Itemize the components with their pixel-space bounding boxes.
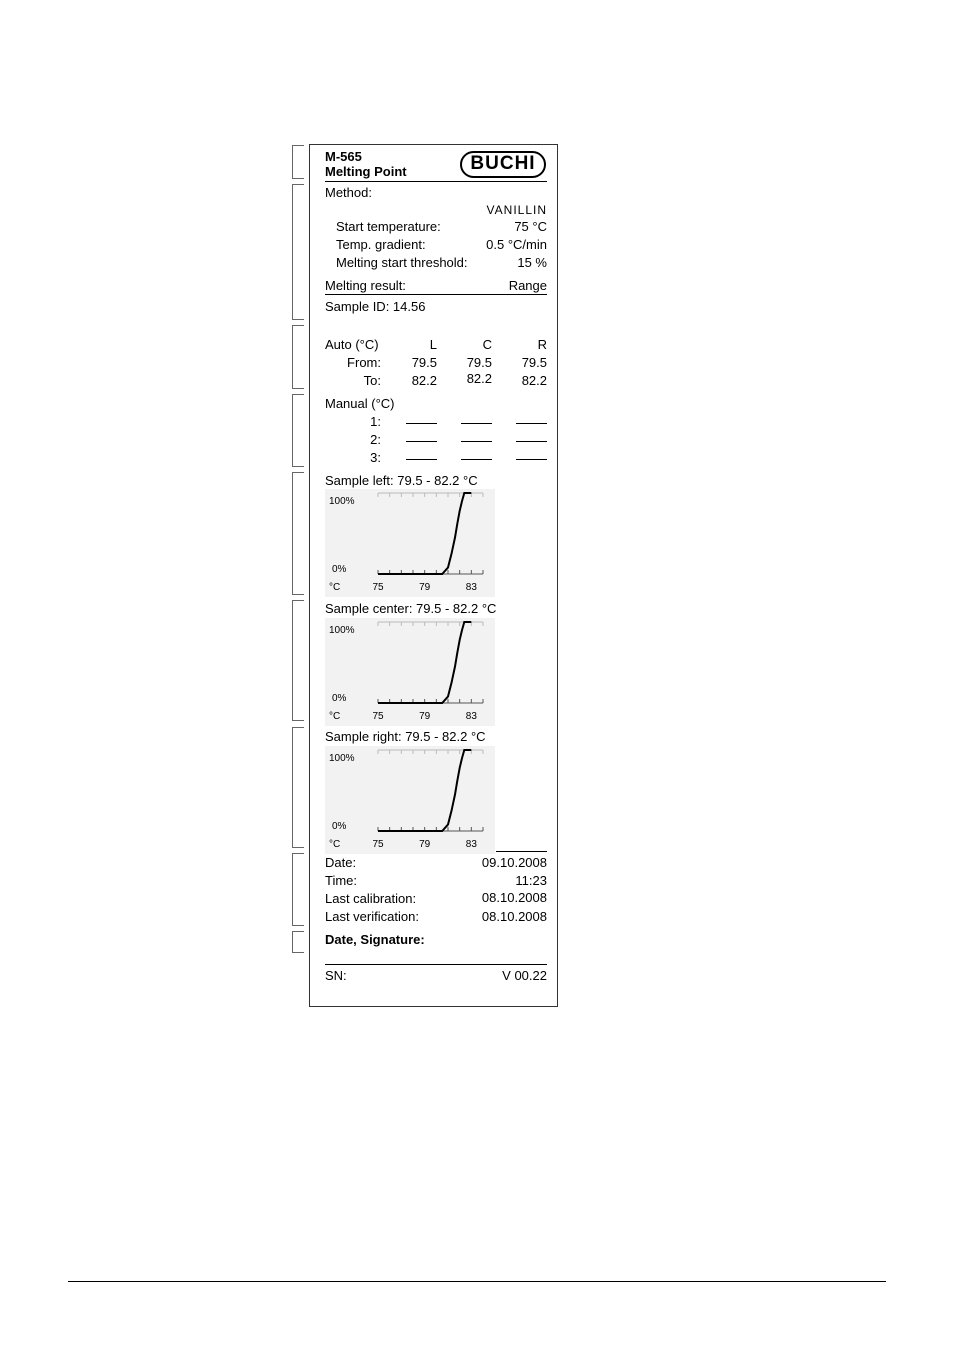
x-tick-label: 79: [419, 582, 431, 593]
model-name: M-565: [325, 149, 362, 164]
auto-col-r: R: [537, 337, 547, 352]
start-temp-label: Start temperature:: [336, 219, 441, 234]
signature-label: Date, Signature:: [325, 932, 425, 947]
melting-curve-svg: [325, 618, 495, 726]
info-top-divider: [496, 851, 547, 852]
manual-row-1: 1:: [370, 414, 381, 429]
x-tick-label: 79: [419, 839, 431, 850]
manual-row-3: 3:: [370, 450, 381, 465]
date-label: Date:: [325, 855, 357, 870]
sample-center-chart: [325, 618, 495, 726]
verification-value: 08.10.2008: [481, 909, 547, 924]
date-value: 09.10.2008: [481, 855, 547, 870]
auto-from-r: 79.5: [521, 355, 547, 370]
gradient-value: 0.5 °C/min: [486, 237, 547, 252]
sample-id: Sample ID: 14.56: [325, 299, 426, 314]
method-name: VANILLIN: [486, 203, 547, 217]
calibration-value: 08.10.2008: [481, 890, 547, 905]
result-divider: [325, 294, 547, 295]
manual-blank: [406, 423, 437, 424]
x-tick-label: 75: [372, 711, 384, 722]
manual-label: Manual (°C): [325, 396, 395, 411]
auto-to-r: 82.2: [521, 373, 547, 388]
bracket-auto: [292, 325, 304, 389]
result-value: Range: [508, 278, 547, 293]
x-tick-label: 83: [465, 839, 477, 850]
result-label: Melting result:: [325, 278, 406, 293]
x-tick-label: 79: [419, 711, 431, 722]
y-tick-label: 100%: [329, 625, 355, 636]
start-temp-value: 75 °C: [514, 219, 547, 234]
manual-blank: [461, 441, 492, 442]
auto-from-c: 79.5: [466, 355, 492, 370]
bracket-sample-right: [292, 727, 304, 848]
printout-receipt: [309, 144, 558, 1007]
auto-col-l: L: [429, 337, 437, 352]
auto-to-l: 82.2: [411, 373, 437, 388]
sample-left-chart: [325, 489, 495, 597]
manual-blank: [461, 459, 492, 460]
signature-line: [325, 964, 547, 965]
sample-right-chart: [325, 746, 495, 854]
auto-from-label: From:: [347, 355, 381, 370]
sample-center-title: Sample center: 79.5 - 82.2 °C: [325, 601, 497, 616]
x-unit-label: °C: [329, 839, 341, 850]
auto-col-c: C: [482, 337, 492, 352]
auto-from-l: 79.5: [411, 355, 437, 370]
threshold-label: Melting start threshold:: [336, 255, 468, 270]
time-label: Time:: [325, 873, 358, 888]
serial-number-label: SN:: [325, 968, 347, 983]
verification-label: Last verification:: [325, 909, 419, 924]
manual-row-2: 2:: [370, 432, 381, 447]
manual-blank: [406, 441, 437, 442]
melting-curve-svg: [325, 489, 495, 597]
gradient-label: Temp. gradient:: [336, 237, 426, 252]
bracket-manual: [292, 394, 304, 467]
manual-blank: [516, 459, 547, 460]
manual-blank: [406, 459, 437, 460]
sample-right-title: Sample right: 79.5 - 82.2 °C: [325, 729, 486, 744]
time-value: 11:23: [515, 873, 547, 888]
manual-blank: [516, 423, 547, 424]
buchi-logo: BUCHI: [460, 151, 546, 178]
manual-blank: [461, 423, 492, 424]
bracket-signature: [292, 931, 304, 953]
bracket-method: [292, 184, 304, 320]
x-tick-label: 75: [372, 839, 384, 850]
auto-to-c: 82.2: [466, 371, 492, 386]
bracket-header: [292, 145, 304, 179]
method-label: Method:: [325, 185, 372, 200]
header-divider: [325, 181, 547, 182]
x-unit-label: °C: [329, 711, 341, 722]
y-tick-label: 0%: [332, 821, 347, 832]
melting-curve-svg: [325, 746, 495, 854]
calibration-label: Last calibration:: [325, 891, 417, 906]
y-tick-label: 0%: [332, 693, 347, 704]
x-tick-label: 83: [465, 711, 477, 722]
auto-to-label: To:: [363, 373, 381, 388]
firmware-version: V 00.22: [502, 968, 547, 983]
threshold-value: 15 %: [517, 255, 547, 270]
page-footer-rule: [68, 1281, 886, 1282]
bracket-info: [292, 853, 304, 926]
manual-blank: [516, 441, 547, 442]
y-tick-label: 100%: [329, 496, 355, 507]
y-tick-label: 100%: [329, 753, 355, 764]
auto-label: Auto (°C): [325, 337, 379, 352]
sample-left-title: Sample left: 79.5 - 82.2 °C: [325, 473, 478, 488]
product-name: Melting Point: [325, 164, 407, 179]
y-tick-label: 0%: [332, 564, 347, 575]
bracket-sample-center: [292, 600, 304, 721]
x-tick-label: 75: [372, 582, 384, 593]
bracket-sample-left: [292, 472, 304, 595]
x-tick-label: 83: [465, 582, 477, 593]
x-unit-label: °C: [329, 582, 341, 593]
